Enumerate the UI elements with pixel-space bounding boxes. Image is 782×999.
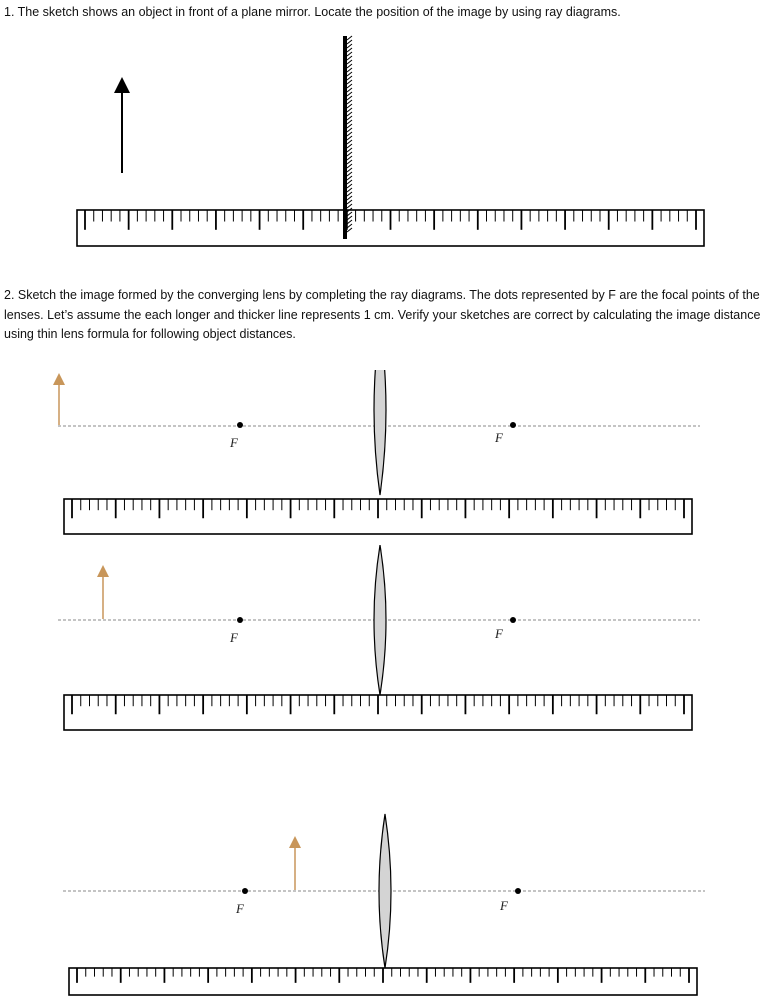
- question-1-text: 1. The sketch shows an object in front of a plane mirror. Locate the position of the image by using ray diagrams.: [4, 5, 621, 19]
- focal-label-right: F: [495, 626, 503, 641]
- mirror-hatch: [347, 80, 352, 84]
- mirror-hatch: [347, 84, 352, 88]
- ruler: [64, 499, 692, 534]
- mirror-hatch: [347, 52, 352, 56]
- question-2-text: 2. Sketch the image formed by the converging lens by completing the ray diagrams. The dots represented by F are the focal points of the lenses. Let’s assume the each longer and thicker line represents 1 cm. Verify your sketches are correct by calculating the image distance using thin lens formula for following object distances.: [4, 288, 761, 341]
- ruler: [69, 968, 697, 995]
- mirror-hatch: [347, 44, 352, 48]
- lens-diagram-3: [0, 810, 782, 999]
- mirror-hatch: [347, 92, 352, 96]
- lens-diagram-1: [0, 370, 782, 540]
- mirror-hatch: [347, 132, 352, 136]
- mirror-hatch: [347, 148, 352, 152]
- focal-point-left: [237, 422, 243, 428]
- focal-point-left: [237, 617, 243, 623]
- mirror-hatch: [347, 180, 352, 184]
- focal-label-left: F: [230, 435, 238, 450]
- mirror-hatch: [347, 112, 352, 116]
- converging-lens: [374, 545, 386, 695]
- mirror-hatch: [347, 88, 352, 92]
- mirror-hatch: [347, 140, 352, 144]
- ruler: [64, 695, 692, 730]
- mirror-hatch: [347, 48, 352, 52]
- mirror-hatch: [347, 168, 352, 172]
- mirror-hatch: [347, 116, 352, 120]
- mirror-hatch: [347, 128, 352, 132]
- mirror-hatch: [347, 68, 352, 72]
- mirror-hatch: [347, 96, 352, 100]
- focal-point-right: [510, 617, 516, 623]
- mirror-hatch: [347, 160, 352, 164]
- focal-point-right: [515, 888, 521, 894]
- mirror-hatch: [347, 56, 352, 60]
- converging-lens: [374, 370, 386, 495]
- mirror-hatch: [347, 104, 352, 108]
- focal-point-left: [242, 888, 248, 894]
- mirror-hatch: [347, 124, 352, 128]
- mirror-hatch: [347, 200, 352, 204]
- mirror-hatch: [347, 164, 352, 168]
- mirror-hatch: [347, 188, 352, 192]
- plane-mirror: [343, 36, 352, 239]
- focal-point-right: [510, 422, 516, 428]
- mirror-hatch: [347, 108, 352, 112]
- mirror-hatch: [347, 156, 352, 160]
- mirror-hatch: [347, 64, 352, 68]
- mirror-hatch: [347, 120, 352, 124]
- mirror-hatch: [347, 40, 352, 44]
- mirror-hatch: [347, 36, 352, 40]
- mirror-hatch: [347, 144, 352, 148]
- focal-label-right: F: [495, 430, 503, 445]
- mirror-hatch: [347, 152, 352, 156]
- converging-lens: [379, 814, 391, 968]
- ruler: [77, 210, 704, 246]
- mirror-hatch: [347, 176, 352, 180]
- mirror-diagram: [0, 30, 782, 255]
- mirror-hatch: [347, 136, 352, 140]
- mirror-hatch: [347, 100, 352, 104]
- mirror-hatch: [347, 172, 352, 176]
- mirror-hatch: [347, 76, 352, 80]
- mirror-hatch: [347, 60, 352, 64]
- focal-label-right: F: [500, 898, 508, 913]
- lens-diagram-2: [0, 545, 782, 735]
- focal-label-left: F: [236, 901, 244, 916]
- mirror-hatch: [347, 184, 352, 188]
- mirror-hatch: [347, 196, 352, 200]
- mirror-hatch: [347, 204, 352, 208]
- mirror-hatch: [347, 192, 352, 196]
- focal-label-left: F: [230, 630, 238, 645]
- mirror-hatch: [347, 72, 352, 76]
